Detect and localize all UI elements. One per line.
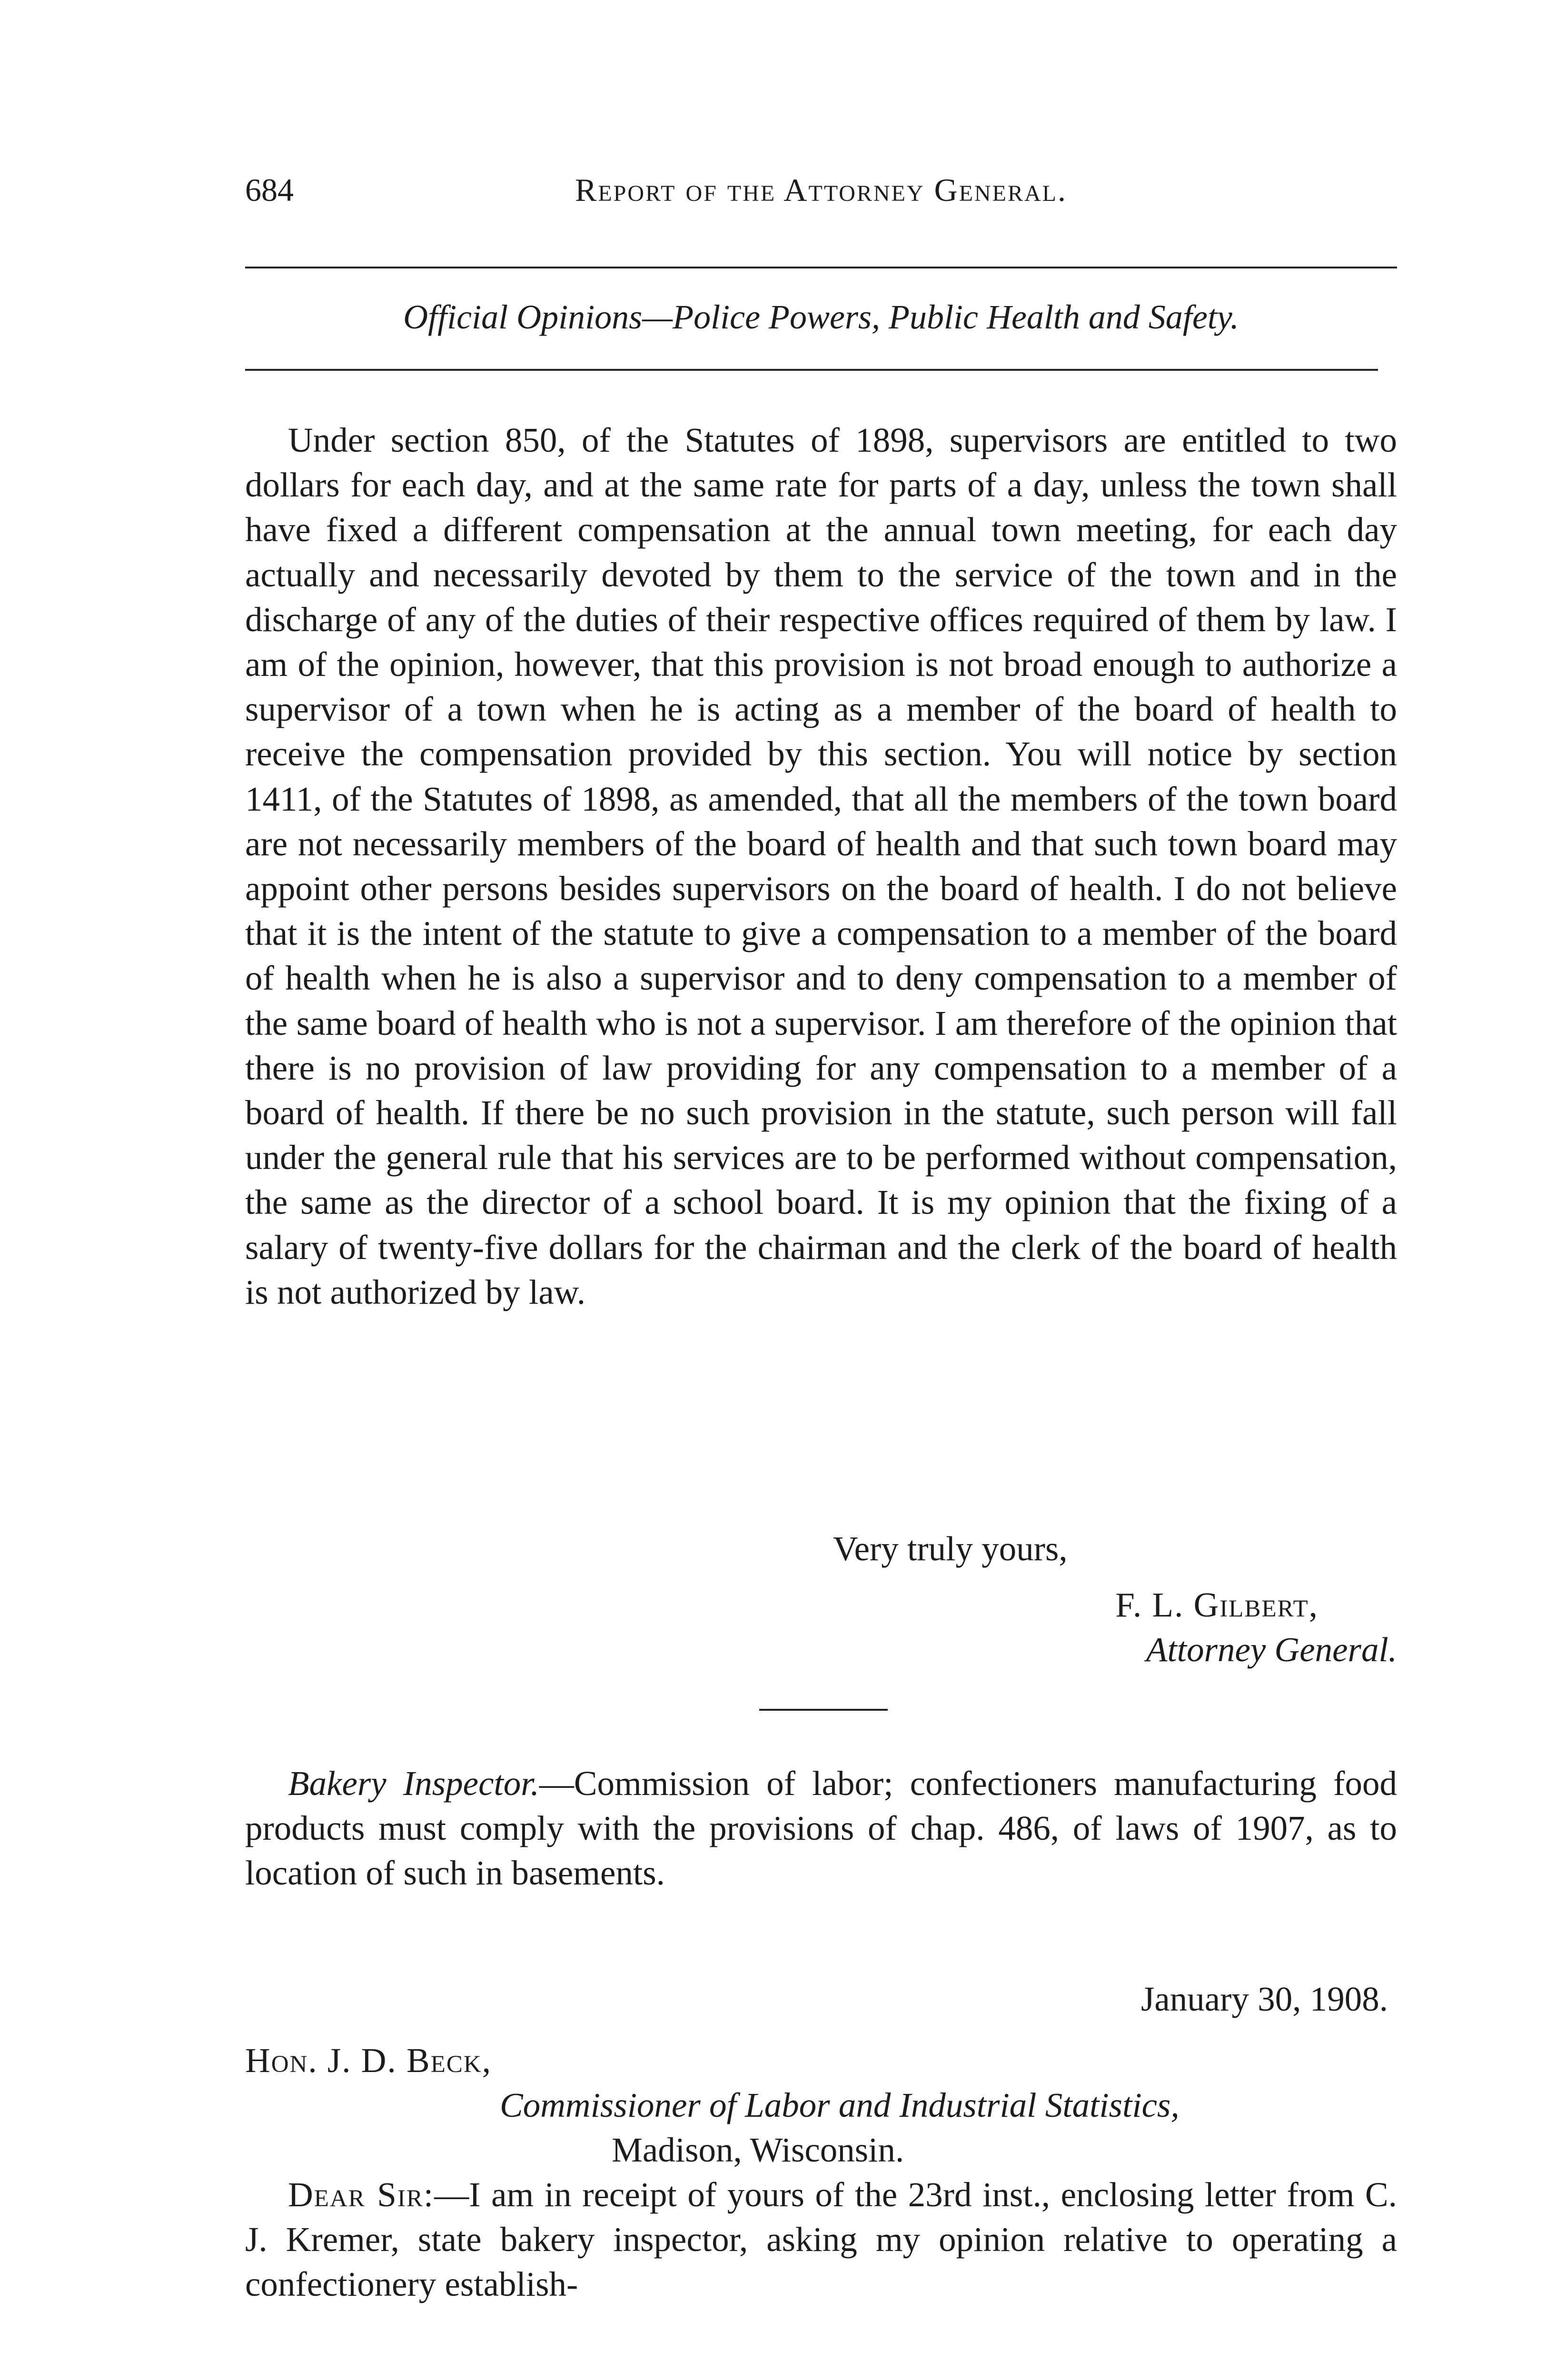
addressee-name: Hon. J. D. Beck, [245, 2041, 492, 2080]
section-title: Official Opinions—Police Powers, Public Health and Safety. [403, 298, 1239, 336]
opinion-topic: Bakery Inspector. [288, 1764, 539, 1803]
header-rule-bottom [245, 369, 1378, 371]
signer-title: Attorney General. [1146, 1630, 1397, 1669]
section-divider [759, 1709, 888, 1711]
letter-start-text: —I am in receipt of yours of the 23rd inst., enclosing letter from C. J. Kremer, state bakery inspector, asking my opinion relative to operating a confectionery establish- [245, 2175, 1397, 2303]
letter-date: January 30, 1908. [1140, 1980, 1388, 2018]
header-rule-top [245, 267, 1397, 268]
letter-closing: Very truly yours, [833, 1529, 1068, 1568]
opinion-body-paragraph: Under section 850, of the Statutes of 1898, supervisors are entitled to two dollars for each day, and at the same rate for parts of a day, unless the town shall have fixed a different compensation at the annual town meeting, for each day actually and necessarily devoted by them to the service of the town and in the discharge of any of the duties of their respective offices required of them by law. I am of the opinion, however, that this provision is not broad enough to authorize a supervisor of a town when he is acting as a member of the board of health to receive the compensation provided by this section. You will notice by section 1411, of the Statutes of 1898, as amended, that all the members of the town board are not necessarily members of the board of health and that such town board may appoint other persons besides supervisors on the board of health. I do not believe that it is the intent of the statute to give a compensation to a member of the board of health when he is also a supervisor and to deny compensation to a member of the same board of health who is not a supervisor. I am therefore of the opinion that there is no provision of law providing for any compensation to a member of a board of health. If there be no such provision in the statute, such person will fall under the general rule that his services are to be performed without compensation, the same as the director of a school board. It is my opinion that the fixing of a salary of twenty-five dollars for the chairman and the clerk of the board of health is not authorized by law. [245, 421, 1397, 1311]
signature-block [1115, 1583, 1397, 1672]
page-header [245, 171, 1397, 224]
letter-opening-paragraph [245, 2172, 1397, 2307]
opinion-summary: —Commission of labor; confectioners manufacturing food products must comply with the provisions of chap. 486, of laws of 1907, as to location of such in basements. [245, 1764, 1397, 1893]
signer-name: F. L. Gilbert, [1115, 1586, 1318, 1624]
addressee-block [245, 2038, 1397, 2172]
page-number: 684 [245, 172, 294, 208]
running-title: Report of the Attorney General. [575, 172, 1068, 208]
addressee-office: Commissioner of Labor and Industrial Statistics, [500, 2086, 1179, 2124]
salutation: Dear Sir: [288, 2175, 435, 2214]
opinion-summary-paragraph [245, 1761, 1397, 1896]
addressee-location: Madison, Wisconsin. [612, 2131, 904, 2169]
